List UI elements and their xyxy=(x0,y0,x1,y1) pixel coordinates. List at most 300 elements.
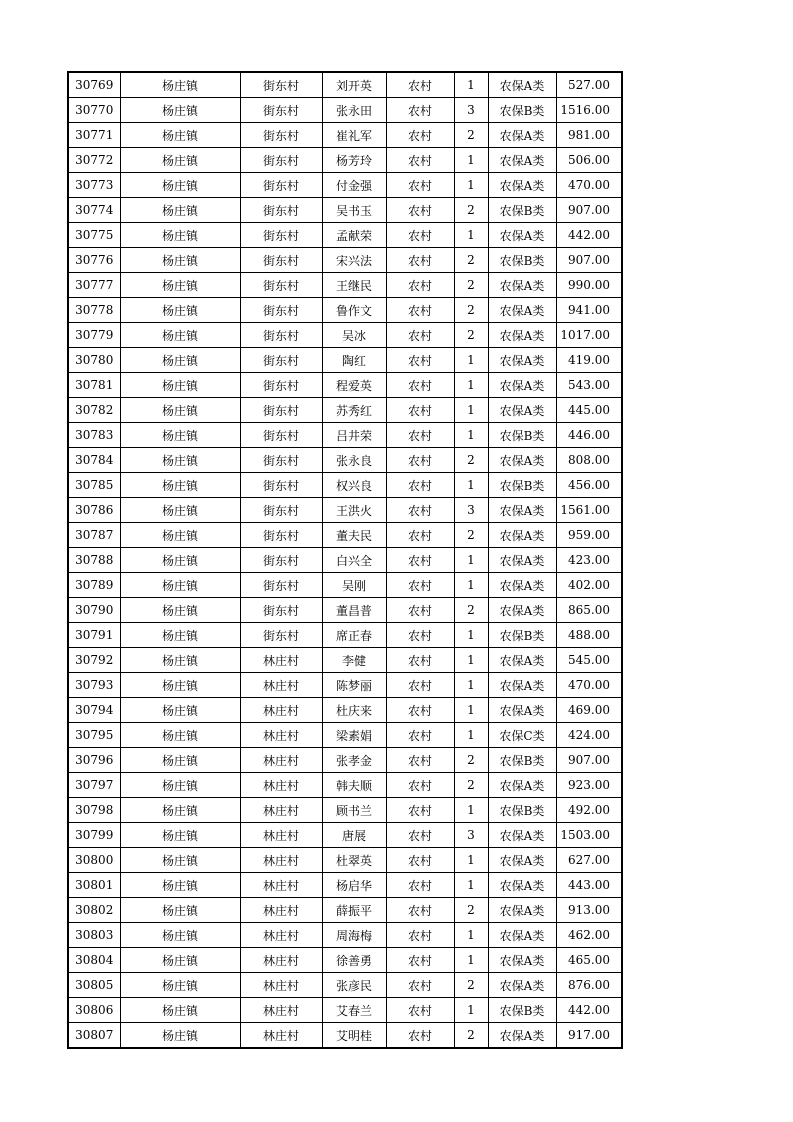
amount-cell: 627.00 xyxy=(556,848,622,873)
name-cell: 董昌普 xyxy=(322,598,386,623)
village-cell: 林庄村 xyxy=(240,873,322,898)
name-cell: 陶红 xyxy=(322,348,386,373)
name-cell: 权兴良 xyxy=(322,473,386,498)
town-cell: 杨庄镇 xyxy=(120,273,240,298)
insurance-category-cell: 农保A类 xyxy=(488,223,556,248)
amount-cell: 959.00 xyxy=(556,523,622,548)
member-count-cell: 1 xyxy=(454,573,488,598)
insurance-category-cell: 农保B类 xyxy=(488,198,556,223)
village-cell: 林庄村 xyxy=(240,698,322,723)
name-cell: 张彦民 xyxy=(322,973,386,998)
village-cell: 街东村 xyxy=(240,398,322,423)
member-count-cell: 1 xyxy=(454,473,488,498)
member-count-cell: 1 xyxy=(454,948,488,973)
village-cell: 街东村 xyxy=(240,548,322,573)
village-cell: 街东村 xyxy=(240,72,322,98)
household-type-cell: 农村 xyxy=(386,948,454,973)
table-row xyxy=(68,173,622,198)
amount-cell: 543.00 xyxy=(556,373,622,398)
name-cell: 薛振平 xyxy=(322,898,386,923)
record-id-cell: 30792 xyxy=(68,648,120,673)
insurance-category-cell: 农保A类 xyxy=(488,773,556,798)
village-cell: 林庄村 xyxy=(240,923,322,948)
insurance-category-cell: 农保A类 xyxy=(488,298,556,323)
town-cell: 杨庄镇 xyxy=(120,498,240,523)
town-cell: 杨庄镇 xyxy=(120,898,240,923)
table-row xyxy=(68,573,622,598)
name-cell: 张永田 xyxy=(322,98,386,123)
household-type-cell: 农村 xyxy=(386,823,454,848)
village-cell: 街东村 xyxy=(240,573,322,598)
member-count-cell: 1 xyxy=(454,148,488,173)
household-type-cell: 农村 xyxy=(386,273,454,298)
insurance-category-cell: 农保A类 xyxy=(488,548,556,573)
member-count-cell: 2 xyxy=(454,198,488,223)
town-cell: 杨庄镇 xyxy=(120,398,240,423)
insurance-category-cell: 农保A类 xyxy=(488,173,556,198)
table-row xyxy=(68,798,622,823)
name-cell: 艾春兰 xyxy=(322,998,386,1023)
household-type-cell: 农村 xyxy=(386,248,454,273)
town-cell: 杨庄镇 xyxy=(120,998,240,1023)
amount-cell: 462.00 xyxy=(556,923,622,948)
amount-cell: 442.00 xyxy=(556,998,622,1023)
insurance-category-cell: 农保A类 xyxy=(488,323,556,348)
village-cell: 街东村 xyxy=(240,348,322,373)
record-id-cell: 30803 xyxy=(68,923,120,948)
town-cell: 杨庄镇 xyxy=(120,1023,240,1049)
name-cell: 刘开英 xyxy=(322,72,386,98)
record-id-cell: 30785 xyxy=(68,473,120,498)
record-id-cell: 30802 xyxy=(68,898,120,923)
village-cell: 林庄村 xyxy=(240,748,322,773)
insurance-category-cell: 农保A类 xyxy=(488,848,556,873)
name-cell: 王继民 xyxy=(322,273,386,298)
village-cell: 林庄村 xyxy=(240,823,322,848)
amount-cell: 527.00 xyxy=(556,72,622,98)
member-count-cell: 1 xyxy=(454,923,488,948)
household-type-cell: 农村 xyxy=(386,173,454,198)
table-row xyxy=(68,198,622,223)
amount-cell: 941.00 xyxy=(556,298,622,323)
name-cell: 韩夫顺 xyxy=(322,773,386,798)
household-type-cell: 农村 xyxy=(386,148,454,173)
member-count-cell: 1 xyxy=(454,423,488,448)
household-type-cell: 农村 xyxy=(386,498,454,523)
name-cell: 吴书玉 xyxy=(322,198,386,223)
record-id-cell: 30770 xyxy=(68,98,120,123)
record-id-cell: 30769 xyxy=(68,72,120,98)
household-type-cell: 农村 xyxy=(386,298,454,323)
member-count-cell: 1 xyxy=(454,348,488,373)
household-type-cell: 农村 xyxy=(386,848,454,873)
record-id-cell: 30782 xyxy=(68,398,120,423)
table-row xyxy=(68,773,622,798)
member-count-cell: 2 xyxy=(454,273,488,298)
record-id-cell: 30806 xyxy=(68,998,120,1023)
table-row xyxy=(68,423,622,448)
insurance-category-cell: 农保A类 xyxy=(488,373,556,398)
name-cell: 孟献荣 xyxy=(322,223,386,248)
insurance-category-cell: 农保A类 xyxy=(488,898,556,923)
insurance-category-cell: 农保C类 xyxy=(488,723,556,748)
household-type-cell: 农村 xyxy=(386,698,454,723)
insurance-category-cell: 农保B类 xyxy=(488,998,556,1023)
amount-cell: 990.00 xyxy=(556,273,622,298)
town-cell: 杨庄镇 xyxy=(120,598,240,623)
table-row xyxy=(68,623,622,648)
name-cell: 梁素娟 xyxy=(322,723,386,748)
member-count-cell: 1 xyxy=(454,173,488,198)
amount-cell: 443.00 xyxy=(556,873,622,898)
name-cell: 杨启华 xyxy=(322,873,386,898)
insurance-category-cell: 农保A类 xyxy=(488,523,556,548)
table-row xyxy=(68,123,622,148)
amount-cell: 981.00 xyxy=(556,123,622,148)
household-type-cell: 农村 xyxy=(386,648,454,673)
village-cell: 林庄村 xyxy=(240,673,322,698)
table-row xyxy=(68,923,622,948)
village-cell: 林庄村 xyxy=(240,848,322,873)
village-cell: 街东村 xyxy=(240,198,322,223)
town-cell: 杨庄镇 xyxy=(120,748,240,773)
town-cell: 杨庄镇 xyxy=(120,698,240,723)
household-type-cell: 农村 xyxy=(386,323,454,348)
amount-cell: 1516.00 xyxy=(556,98,622,123)
record-id-cell: 30786 xyxy=(68,498,120,523)
table-row xyxy=(68,148,622,173)
insurance-category-cell: 农保B类 xyxy=(488,748,556,773)
household-type-cell: 农村 xyxy=(386,573,454,598)
insurance-category-cell: 农保A类 xyxy=(488,573,556,598)
household-type-cell: 农村 xyxy=(386,523,454,548)
name-cell: 杨芳玲 xyxy=(322,148,386,173)
member-count-cell: 1 xyxy=(454,723,488,748)
name-cell: 鲁作文 xyxy=(322,298,386,323)
town-cell: 杨庄镇 xyxy=(120,173,240,198)
household-type-cell: 农村 xyxy=(386,873,454,898)
town-cell: 杨庄镇 xyxy=(120,823,240,848)
table-row xyxy=(68,298,622,323)
name-cell: 崔礼军 xyxy=(322,123,386,148)
member-count-cell: 1 xyxy=(454,548,488,573)
name-cell: 席正春 xyxy=(322,623,386,648)
town-cell: 杨庄镇 xyxy=(120,223,240,248)
insurance-category-cell: 农保B类 xyxy=(488,423,556,448)
record-id-cell: 30788 xyxy=(68,548,120,573)
insurance-category-cell: 农保A类 xyxy=(488,123,556,148)
record-id-cell: 30807 xyxy=(68,1023,120,1049)
amount-cell: 907.00 xyxy=(556,748,622,773)
table-row xyxy=(68,72,622,98)
table-row xyxy=(68,973,622,998)
town-cell: 杨庄镇 xyxy=(120,973,240,998)
town-cell: 杨庄镇 xyxy=(120,448,240,473)
amount-cell: 470.00 xyxy=(556,673,622,698)
amount-cell: 808.00 xyxy=(556,448,622,473)
household-type-cell: 农村 xyxy=(386,223,454,248)
amount-cell: 445.00 xyxy=(556,398,622,423)
household-type-cell: 农村 xyxy=(386,623,454,648)
amount-cell: 465.00 xyxy=(556,948,622,973)
table-row xyxy=(68,898,622,923)
record-id-cell: 30805 xyxy=(68,973,120,998)
insurance-category-cell: 农保A类 xyxy=(488,498,556,523)
record-id-cell: 30790 xyxy=(68,598,120,623)
household-type-cell: 农村 xyxy=(386,773,454,798)
village-cell: 街东村 xyxy=(240,473,322,498)
village-cell: 林庄村 xyxy=(240,723,322,748)
name-cell: 杜庆来 xyxy=(322,698,386,723)
town-cell: 杨庄镇 xyxy=(120,248,240,273)
member-count-cell: 2 xyxy=(454,748,488,773)
town-cell: 杨庄镇 xyxy=(120,148,240,173)
record-id-cell: 30774 xyxy=(68,198,120,223)
member-count-cell: 1 xyxy=(454,623,488,648)
table-row xyxy=(68,1023,622,1049)
town-cell: 杨庄镇 xyxy=(120,873,240,898)
table-row xyxy=(68,373,622,398)
member-count-cell: 1 xyxy=(454,848,488,873)
name-cell: 唐展 xyxy=(322,823,386,848)
town-cell: 杨庄镇 xyxy=(120,473,240,498)
record-id-cell: 30800 xyxy=(68,848,120,873)
town-cell: 杨庄镇 xyxy=(120,298,240,323)
member-count-cell: 1 xyxy=(454,798,488,823)
table-row xyxy=(68,998,622,1023)
household-type-cell: 农村 xyxy=(386,348,454,373)
insurance-category-cell: 农保A类 xyxy=(488,72,556,98)
town-cell: 杨庄镇 xyxy=(120,673,240,698)
name-cell: 徐善勇 xyxy=(322,948,386,973)
insurance-category-cell: 农保A类 xyxy=(488,673,556,698)
household-type-cell: 农村 xyxy=(386,72,454,98)
household-type-cell: 农村 xyxy=(386,673,454,698)
insurance-category-cell: 农保A类 xyxy=(488,698,556,723)
record-id-cell: 30775 xyxy=(68,223,120,248)
member-count-cell: 1 xyxy=(454,72,488,98)
record-id-cell: 30778 xyxy=(68,298,120,323)
insurance-category-cell: 农保A类 xyxy=(488,398,556,423)
member-count-cell: 2 xyxy=(454,248,488,273)
village-cell: 街东村 xyxy=(240,423,322,448)
town-cell: 杨庄镇 xyxy=(120,548,240,573)
household-type-cell: 农村 xyxy=(386,548,454,573)
table-row xyxy=(68,98,622,123)
village-cell: 街东村 xyxy=(240,223,322,248)
table-row xyxy=(68,273,622,298)
town-cell: 杨庄镇 xyxy=(120,373,240,398)
record-id-cell: 30796 xyxy=(68,748,120,773)
village-cell: 街东村 xyxy=(240,373,322,398)
village-cell: 林庄村 xyxy=(240,898,322,923)
name-cell: 艾明桂 xyxy=(322,1023,386,1049)
town-cell: 杨庄镇 xyxy=(120,72,240,98)
member-count-cell: 2 xyxy=(454,123,488,148)
table-row xyxy=(68,348,622,373)
insurance-category-cell: 农保A类 xyxy=(488,948,556,973)
town-cell: 杨庄镇 xyxy=(120,573,240,598)
household-type-cell: 农村 xyxy=(386,598,454,623)
record-id-cell: 30776 xyxy=(68,248,120,273)
insurance-category-cell: 农保A类 xyxy=(488,148,556,173)
town-cell: 杨庄镇 xyxy=(120,98,240,123)
record-id-cell: 30793 xyxy=(68,673,120,698)
record-id-cell: 30789 xyxy=(68,573,120,598)
town-cell: 杨庄镇 xyxy=(120,848,240,873)
village-cell: 街东村 xyxy=(240,523,322,548)
table-row xyxy=(68,948,622,973)
name-cell: 顾书兰 xyxy=(322,798,386,823)
member-count-cell: 2 xyxy=(454,523,488,548)
village-cell: 街东村 xyxy=(240,448,322,473)
name-cell: 吴刚 xyxy=(322,573,386,598)
village-cell: 街东村 xyxy=(240,248,322,273)
amount-cell: 913.00 xyxy=(556,898,622,923)
record-id-cell: 30777 xyxy=(68,273,120,298)
record-id-cell: 30784 xyxy=(68,448,120,473)
amount-cell: 1561.00 xyxy=(556,498,622,523)
amount-cell: 446.00 xyxy=(556,423,622,448)
town-cell: 杨庄镇 xyxy=(120,798,240,823)
name-cell: 周海梅 xyxy=(322,923,386,948)
data-table xyxy=(67,71,623,1049)
member-count-cell: 3 xyxy=(454,498,488,523)
town-cell: 杨庄镇 xyxy=(120,348,240,373)
amount-cell: 1503.00 xyxy=(556,823,622,848)
table-row xyxy=(68,673,622,698)
household-type-cell: 农村 xyxy=(386,423,454,448)
name-cell: 董夫民 xyxy=(322,523,386,548)
member-count-cell: 2 xyxy=(454,323,488,348)
record-id-cell: 30804 xyxy=(68,948,120,973)
household-type-cell: 农村 xyxy=(386,448,454,473)
member-count-cell: 1 xyxy=(454,998,488,1023)
member-count-cell: 2 xyxy=(454,448,488,473)
household-type-cell: 农村 xyxy=(386,973,454,998)
member-count-cell: 1 xyxy=(454,373,488,398)
table-row xyxy=(68,848,622,873)
amount-cell: 876.00 xyxy=(556,973,622,998)
village-cell: 林庄村 xyxy=(240,773,322,798)
member-count-cell: 1 xyxy=(454,398,488,423)
amount-cell: 1017.00 xyxy=(556,323,622,348)
town-cell: 杨庄镇 xyxy=(120,773,240,798)
village-cell: 街东村 xyxy=(240,323,322,348)
name-cell: 李健 xyxy=(322,648,386,673)
household-type-cell: 农村 xyxy=(386,748,454,773)
table-row xyxy=(68,748,622,773)
name-cell: 苏秀红 xyxy=(322,398,386,423)
name-cell: 付金强 xyxy=(322,173,386,198)
amount-cell: 923.00 xyxy=(556,773,622,798)
amount-cell: 917.00 xyxy=(556,1023,622,1049)
town-cell: 杨庄镇 xyxy=(120,198,240,223)
table-row xyxy=(68,248,622,273)
household-type-cell: 农村 xyxy=(386,123,454,148)
member-count-cell: 2 xyxy=(454,298,488,323)
insurance-category-cell: 农保B类 xyxy=(488,798,556,823)
household-type-cell: 农村 xyxy=(386,723,454,748)
member-count-cell: 2 xyxy=(454,773,488,798)
name-cell: 杜翠英 xyxy=(322,848,386,873)
amount-cell: 442.00 xyxy=(556,223,622,248)
table-row xyxy=(68,498,622,523)
name-cell: 宋兴法 xyxy=(322,248,386,273)
record-id-cell: 30797 xyxy=(68,773,120,798)
household-type-cell: 农村 xyxy=(386,898,454,923)
table-row xyxy=(68,523,622,548)
town-cell: 杨庄镇 xyxy=(120,323,240,348)
member-count-cell: 1 xyxy=(454,673,488,698)
insurance-category-cell: 农保B类 xyxy=(488,98,556,123)
village-cell: 街东村 xyxy=(240,298,322,323)
insurance-category-cell: 农保A类 xyxy=(488,598,556,623)
record-id-cell: 30773 xyxy=(68,173,120,198)
household-type-cell: 农村 xyxy=(386,373,454,398)
record-id-cell: 30795 xyxy=(68,723,120,748)
table-row xyxy=(68,648,622,673)
amount-cell: 865.00 xyxy=(556,598,622,623)
amount-cell: 488.00 xyxy=(556,623,622,648)
member-count-cell: 2 xyxy=(454,898,488,923)
record-id-cell: 30771 xyxy=(68,123,120,148)
village-cell: 街东村 xyxy=(240,98,322,123)
village-cell: 林庄村 xyxy=(240,1023,322,1049)
amount-cell: 419.00 xyxy=(556,348,622,373)
table-row xyxy=(68,398,622,423)
insurance-category-cell: 农保A类 xyxy=(488,273,556,298)
member-count-cell: 3 xyxy=(454,98,488,123)
amount-cell: 470.00 xyxy=(556,173,622,198)
village-cell: 林庄村 xyxy=(240,798,322,823)
name-cell: 陈梦丽 xyxy=(322,673,386,698)
amount-cell: 402.00 xyxy=(556,573,622,598)
town-cell: 杨庄镇 xyxy=(120,623,240,648)
member-count-cell: 2 xyxy=(454,973,488,998)
village-cell: 街东村 xyxy=(240,623,322,648)
member-count-cell: 1 xyxy=(454,648,488,673)
village-cell: 林庄村 xyxy=(240,998,322,1023)
amount-cell: 492.00 xyxy=(556,798,622,823)
table-row xyxy=(68,223,622,248)
amount-cell: 907.00 xyxy=(556,248,622,273)
village-cell: 街东村 xyxy=(240,123,322,148)
name-cell: 程爱英 xyxy=(322,373,386,398)
insurance-category-cell: 农保A类 xyxy=(488,973,556,998)
insurance-category-cell: 农保A类 xyxy=(488,923,556,948)
name-cell: 吕井荣 xyxy=(322,423,386,448)
household-type-cell: 农村 xyxy=(386,198,454,223)
table-row xyxy=(68,598,622,623)
village-cell: 街东村 xyxy=(240,598,322,623)
insurance-category-cell: 农保A类 xyxy=(488,823,556,848)
town-cell: 杨庄镇 xyxy=(120,523,240,548)
village-cell: 林庄村 xyxy=(240,973,322,998)
table-row xyxy=(68,448,622,473)
town-cell: 杨庄镇 xyxy=(120,923,240,948)
record-id-cell: 30772 xyxy=(68,148,120,173)
member-count-cell: 1 xyxy=(454,223,488,248)
member-count-cell: 1 xyxy=(454,698,488,723)
insurance-category-cell: 农保A类 xyxy=(488,873,556,898)
record-id-cell: 30783 xyxy=(68,423,120,448)
amount-cell: 469.00 xyxy=(556,698,622,723)
household-type-cell: 农村 xyxy=(386,998,454,1023)
table-row xyxy=(68,323,622,348)
record-id-cell: 30791 xyxy=(68,623,120,648)
village-cell: 林庄村 xyxy=(240,948,322,973)
